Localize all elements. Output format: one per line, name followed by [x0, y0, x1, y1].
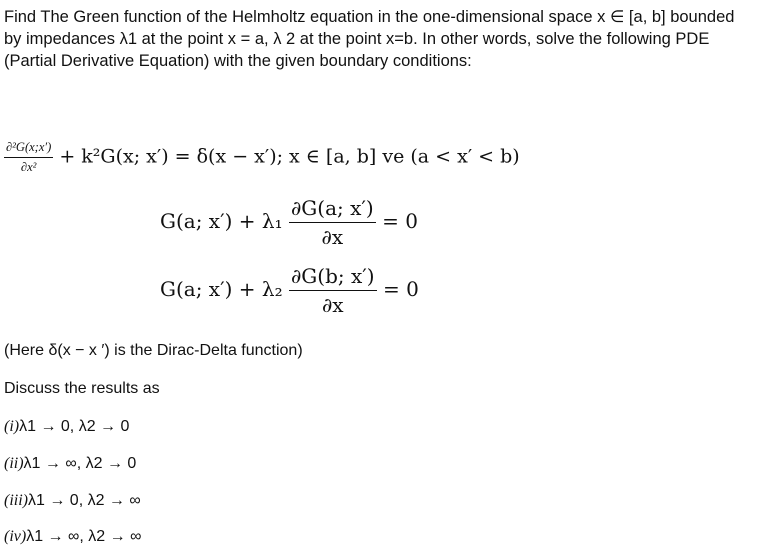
bc1-lhs: G(a; x′) + λ₁ — [160, 209, 283, 233]
problem-statement — [4, 6, 734, 72]
case-item — [4, 492, 141, 510]
bc1-denominator: ∂x — [289, 222, 376, 249]
bc1-derivative-fraction — [289, 196, 376, 249]
pde-rest: + k²G(x; x′) = δ(x − x′); x ∈ [a, b] ve (a < x′ < b) — [59, 145, 520, 168]
intro-line-3: (Partial Derivative Equation) with the given boundary conditions: — [4, 52, 472, 70]
boundary-condition-1 — [160, 196, 418, 249]
case-item — [4, 455, 136, 473]
case-label: (ii) — [4, 455, 24, 472]
bc2-denominator: ∂x — [289, 290, 377, 317]
bc2-rhs: = 0 — [382, 277, 419, 301]
case-label: (i) — [4, 418, 20, 435]
discuss-heading: Discuss the results as — [4, 380, 160, 397]
bc1-numerator: ∂G(a; x′) — [290, 196, 374, 220]
boundary-condition-2 — [160, 264, 419, 317]
pde-denominator: ∂x² — [4, 157, 53, 175]
bc1-rhs: = 0 — [382, 209, 418, 233]
case-text: λ1 → ∞, λ2 → ∞ — [26, 528, 142, 545]
case-text: λ1 → 0, λ2 → ∞ — [28, 492, 141, 509]
pde-numerator: ∂²G(x;x′) — [6, 140, 52, 154]
case-label: (iii) — [4, 492, 28, 509]
case-text: λ1 → 0, λ2 → 0 — [19, 418, 130, 435]
second-derivative-fraction — [4, 140, 53, 175]
bc2-lhs: G(a; x′) + λ₂ — [160, 277, 283, 301]
case-item — [4, 528, 141, 546]
intro-line-2: by impedances λ1 at the point x = a, λ 2 at the point x=b. In other words, solve the following PDE — [4, 30, 710, 48]
case-item — [4, 418, 129, 436]
dirac-delta-note: (Here δ(x − x ′) is the Dirac-Delta function) — [4, 342, 303, 359]
intro-line-1: Find The Green function of the Helmholtz equation in the one-dimensional space x ∈ [a, b] bounded — [4, 8, 735, 26]
case-label: (iv) — [4, 528, 27, 545]
bc2-derivative-fraction — [289, 264, 377, 317]
pde-equation — [4, 140, 520, 175]
bc2-numerator: ∂G(b; x′) — [290, 264, 375, 288]
case-text: λ1 → ∞, λ2 → 0 — [23, 455, 137, 472]
